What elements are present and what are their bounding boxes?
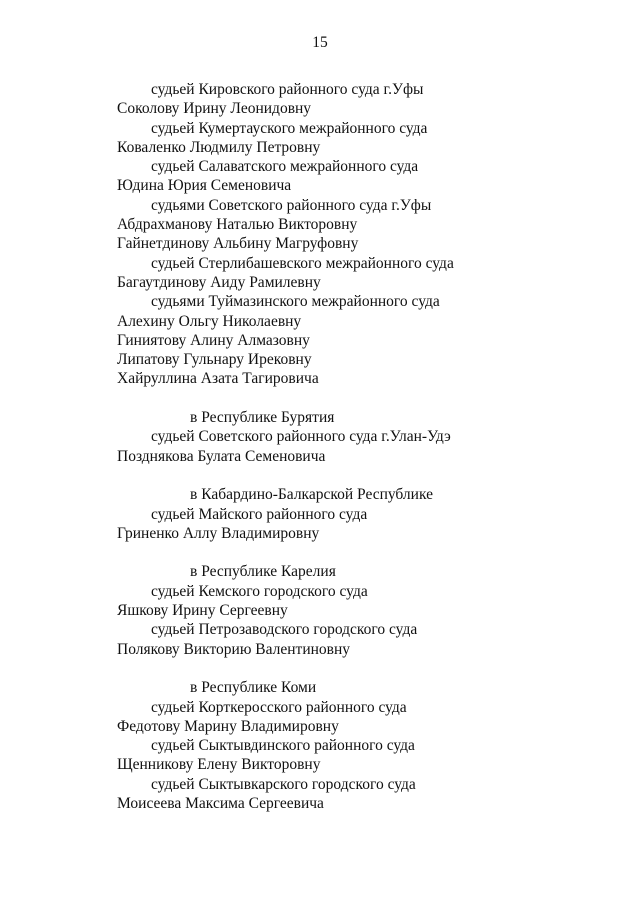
court-position-line: судьями Советского районного суда г.Уфы: [151, 196, 432, 214]
judge-name-line: Хайруллина Азата Тагировича: [117, 370, 319, 388]
judge-name-line: Полякову Викторию Валентиновну: [117, 640, 351, 658]
appointment-list: [117, 80, 617, 813]
section-spacer: [117, 543, 617, 562]
judge-name-line: Соколову Ирину Леонидовну: [117, 100, 312, 118]
court-position-line: судьей Майского районного суда: [151, 505, 368, 523]
judge-name-line: Моисеева Максима Сергеевича: [117, 794, 324, 812]
court-position-line: судьей Петрозаводского городского суда: [151, 621, 418, 639]
court-position-line: судьей Сыктывкарского городского суда: [151, 775, 416, 793]
region-heading: в Кабардино-Балкарской Республике: [190, 486, 433, 504]
court-position-line: судьей Советского районного суда г.Улан-Удэ: [151, 428, 451, 446]
court-position-line: судьей Кумертауского межрайонного суда: [151, 119, 428, 137]
court-position-line: судьей Корткеросского районного суда: [151, 698, 407, 716]
judge-name-line: Гайнетдинову Альбину Магруфовну: [117, 235, 359, 253]
court-position-line: судьей Салаватского межрайонного суда: [151, 158, 419, 176]
section-spacer: [117, 389, 617, 408]
judge-name-line: Гиниятову Алину Алмазовну: [117, 331, 310, 349]
judge-name-line: Абдрахманову Наталью Викторовну: [117, 216, 358, 234]
judge-name-line: Багаутдинову Аиду Рамилевну: [117, 273, 321, 291]
judge-name-line: Федотову Марину Владимировну: [117, 717, 339, 735]
court-position-line: судьей Сыктывдинского районного суда: [151, 737, 415, 755]
judge-name-line: Щенникову Елену Викторовну: [117, 756, 321, 774]
region-heading: в Республике Карелия: [190, 563, 336, 581]
court-position-line: судьей Кировского районного суда г.Уфы: [151, 81, 424, 98]
judge-name-line: Юдина Юрия Семеновича: [117, 177, 292, 195]
judge-name-line: Коваленко Людмилу Петровну: [117, 138, 321, 156]
region-heading: в Республике Коми: [190, 679, 317, 697]
court-position-line: судьями Туймазинского межрайонного суда: [151, 293, 440, 311]
page-number: 15: [312, 34, 328, 51]
judge-name-line: Липатову Гульнару Ирековну: [117, 351, 312, 369]
region-heading: в Республике Бурятия: [190, 409, 335, 427]
judge-name-line: Яшкову Ирину Сергеевну: [117, 602, 288, 620]
judge-name-line: Позднякова Булата Семеновича: [117, 447, 326, 465]
section-spacer: [117, 466, 617, 485]
section-spacer: [117, 659, 617, 678]
judge-name-line: Алехину Ольгу Николаевну: [117, 312, 302, 330]
court-position-line: судьей Кемского городского суда: [151, 582, 368, 600]
court-position-line: судьей Стерлибашевского межрайонного суда: [151, 254, 454, 272]
judge-name-line: Гриненко Аллу Владимировну: [117, 524, 320, 542]
